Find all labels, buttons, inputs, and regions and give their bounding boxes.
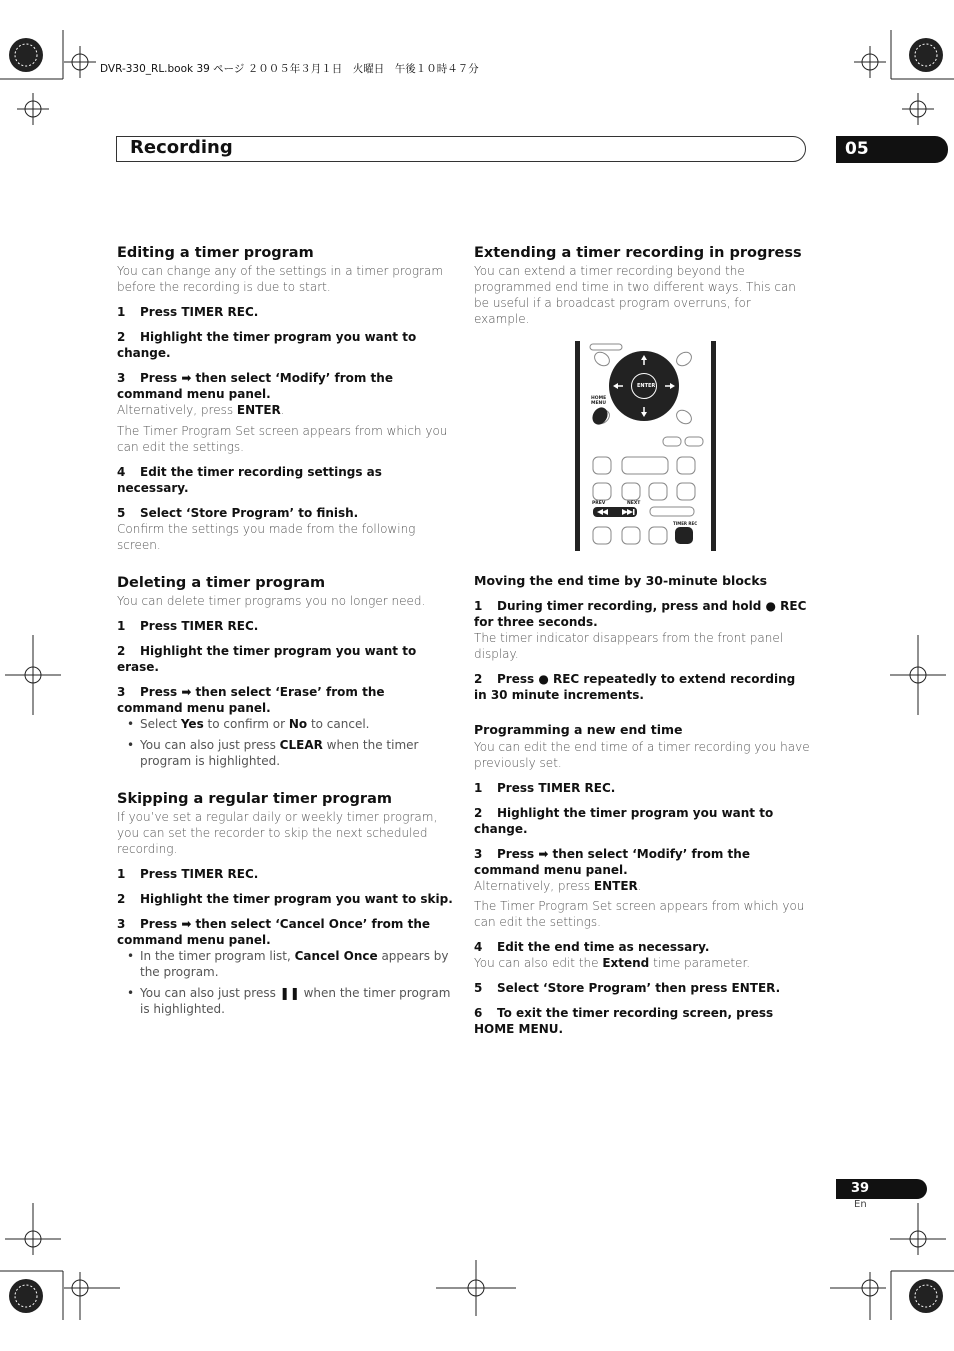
step-note [474,955,810,971]
language-code: En [854,1199,867,1210]
step-number: 1 [474,781,483,795]
bullet-text: when the timer program is highlighted. [140,986,451,1016]
step [117,304,453,320]
step-number: 1 [117,305,126,319]
step-number: 1 [117,867,126,881]
chapter-title: Recording [130,137,233,158]
step-text: Highlight the timer program you want to change. [117,330,417,360]
note-text: . [637,879,642,893]
step-text: Press ● REC repeatedly to extend recording in 30 minute increments. [474,672,796,702]
step-text: Press ➡ then select ‘Cancel Once’ from the command menu panel. [117,917,431,947]
step-text: Select ‘Store Program’ then press ENTER. [497,981,781,995]
note-text: Alternatively, press [117,403,237,417]
remote-control-illustration [575,341,716,551]
section-deleting-timer [117,575,453,769]
step-number: 2 [474,806,483,820]
section-skipping-timer [117,791,453,1017]
step-note [474,878,810,894]
section-intro: If you’ve set a regular daily or weekly timer program, you can set the recorder to skip the next scheduled recording. [117,810,438,856]
step [474,1005,810,1037]
bullet-text: to cancel. [307,717,370,731]
step-number: 2 [117,330,126,344]
step-number: 6 [474,1006,483,1020]
key-name: ENTER [593,879,638,893]
step [474,671,810,703]
right-column [474,245,810,1037]
step [474,598,810,630]
list-item [117,948,453,980]
note-text: You can also edit the [474,956,603,970]
section-subheading: Moving the end time by 30-minute blocks [474,573,768,588]
step [117,891,453,907]
step-text: Press TIMER REC. [140,867,259,881]
chapter-number-tab: 05 [836,136,948,163]
step-number: 3 [117,917,126,931]
section-extending-recording [474,245,810,327]
step-text: Press TIMER REC. [140,305,259,319]
step [117,329,453,361]
step-note: Confirm the settings you made from the following screen. [117,522,416,552]
step [474,939,810,955]
step-note: The timer indicator disappears from the front panel display. [474,631,784,661]
step-note [117,402,453,418]
step [117,618,453,634]
key-name: Extend [602,956,650,970]
section-heading: Editing a timer program [117,245,314,261]
step [474,980,810,996]
pause-icon: ❚❚ [279,986,300,1000]
section-intro: You can change any of the settings in a timer program before the recording is due to start. [117,264,444,294]
step-number: 2 [117,892,126,906]
step-text: Press ➡ then select ‘Erase’ from the command menu panel. [117,685,385,715]
list-item [117,737,453,769]
step [117,643,453,675]
section-heading: Extending a timer recording in progress [474,245,802,261]
key-name: Cancel Once [294,949,378,963]
bullet-text: You can also just press [140,986,280,1000]
bullet-text: when the timer program is highlighted. [140,738,419,768]
step-number: 4 [474,940,483,954]
file-info-header: DVR-330_RL.book 39 ページ ２００５年３月１日 火曜日 午後１０時４７分 [100,63,479,75]
key-name: ENTER [236,403,281,417]
step-number: 3 [474,847,483,861]
remote-drawing [580,341,711,551]
key-name: No [288,717,308,731]
bullet-text: appears by the program. [140,949,449,979]
list-item [117,716,453,732]
step [117,866,453,882]
bullet-list [117,716,453,769]
timer-rec-button-label: TIMER REC [673,521,698,526]
section-new-end-time [474,722,810,1037]
step-text: Press TIMER REC. [140,619,259,633]
note-text: time parameter. [649,956,751,970]
step-number: 4 [117,465,126,479]
key-name: Yes [180,717,204,731]
step-text: Press ➡ then select ‘Modify’ from the command menu panel. [117,371,393,401]
step-number: 3 [117,371,126,385]
step [117,505,453,521]
step [117,916,453,948]
note-text: . [280,403,285,417]
bullet-text: Select [140,717,181,731]
section-moving-end-time [474,573,810,703]
section-subheading: Programming a new end time [474,722,683,737]
section-heading: Deleting a timer program [117,575,326,591]
next-button-label: NEXT [627,501,641,506]
step-number: 5 [117,506,126,520]
step-text: Press TIMER REC. [497,781,616,795]
enter-button-label: ENTER [637,383,656,389]
step [474,805,810,837]
list-item [117,985,453,1017]
section-editing-timer [117,245,453,553]
bullet-list [117,948,453,1017]
step-number: 1 [474,599,483,613]
step [117,684,453,716]
step-number: 3 [117,685,126,699]
bullet-text: to confirm or [203,717,289,731]
step-text: Select ‘Store Program’ to finish. [140,506,359,520]
step-text: Edit the end time as necessary. [497,940,710,954]
step [474,846,810,878]
step-number: 2 [117,644,126,658]
menu-button-label: MENU [591,401,606,406]
step-number: 2 [474,672,483,686]
section-intro: You can delete timer programs you no longer need. [117,594,426,608]
step-text: During timer recording, press and hold ● REC for three seconds. [474,599,807,629]
home-button-label: HOME [591,396,607,401]
section-intro: You can edit the end time of a timer recording you have previously set. [474,740,810,770]
prev-button-label: PREV [592,501,606,506]
step-text: Highlight the timer program you want to skip. [140,892,453,906]
step-text: Highlight the timer program you want to change. [474,806,774,836]
step-text: Edit the timer recording settings as necessary. [117,465,382,495]
section-heading: Skipping a regular timer program [117,791,392,807]
step [117,370,453,402]
step-text: To exit the timer recording screen, press HOME MENU. [474,1006,774,1036]
page-number: 39 [836,1179,927,1199]
step [117,464,453,496]
step-note: The Timer Program Set screen appears from which you can edit the settings. [117,424,448,454]
step-number: 1 [117,619,126,633]
step-text: Highlight the timer program you want to erase. [117,644,417,674]
step-note: The Timer Program Set screen appears from which you can edit the settings. [474,899,805,929]
bullet-text: In the timer program list, [140,949,295,963]
step-number: 5 [474,981,483,995]
step-text: Press ➡ then select ‘Modify’ from the command menu panel. [474,847,750,877]
bullet-text: You can also just press [140,738,280,752]
step [474,780,810,796]
key-name: CLEAR [279,738,323,752]
left-column [117,245,453,1039]
note-text: Alternatively, press [474,879,594,893]
section-intro: You can extend a timer recording beyond the programmed end time in two different ways. This can be useful if a broadcast program overruns, for example. [474,264,796,326]
